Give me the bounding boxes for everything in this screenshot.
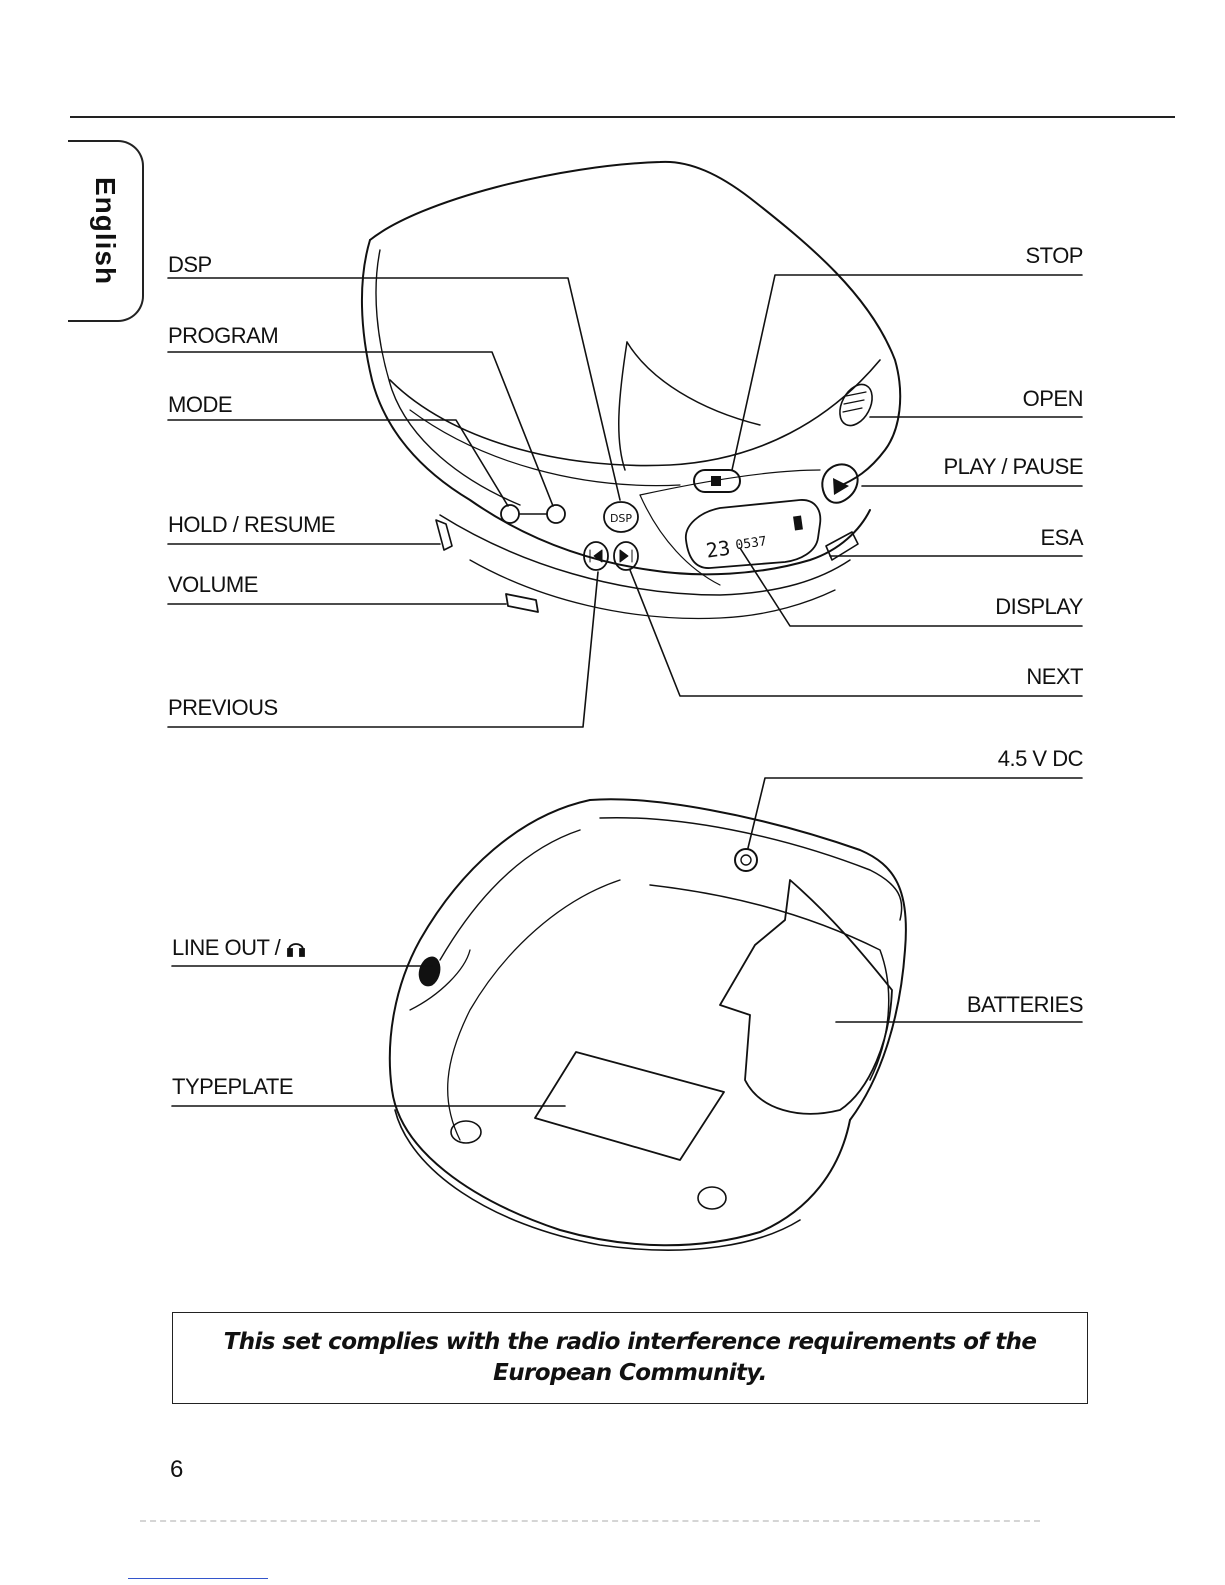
dsp-label: DSP	[168, 252, 212, 277]
svg-text:23: 23	[704, 535, 732, 563]
batteries-label: BATTERIES	[966, 992, 1083, 1017]
play-pause-label: PLAY / PAUSE	[943, 454, 1083, 479]
back-view-player	[390, 799, 906, 1250]
lcd-display	[686, 500, 821, 568]
svg-text:DSP: DSP	[609, 512, 633, 525]
hold-resume-label: HOLD / RESUME	[168, 512, 336, 537]
notice-line-2: European Community.	[493, 1360, 767, 1386]
front-view-player	[362, 162, 900, 619]
previous-label: PREVIOUS	[168, 695, 278, 720]
mode-label: MODE	[168, 392, 232, 417]
notice-line-1: This set complies with the radio interference requirements of the	[223, 1328, 1037, 1355]
front-callout-lines	[168, 275, 1082, 727]
svg-text:0537: 0537	[734, 534, 768, 554]
dsp-button-icon	[604, 502, 638, 532]
line-out-label-text: LINE OUT /	[172, 935, 286, 960]
compliance-notice	[172, 1312, 1088, 1404]
back-callout-lines	[172, 778, 1082, 1106]
headphones-icon	[286, 936, 306, 958]
scan-artifact-underline	[128, 1578, 268, 1579]
program-button	[519, 505, 565, 523]
line-out-label	[172, 936, 306, 959]
program-label: PROGRAM	[168, 323, 279, 348]
typeplate-label: TYPEPLATE	[172, 1074, 294, 1099]
scan-artifact-dashes	[140, 1520, 1040, 1522]
volume-label: VOLUME	[168, 572, 258, 597]
display-label: DISPLAY	[995, 594, 1083, 619]
play-triangle-icon	[822, 464, 857, 502]
page-number: 6	[170, 1456, 184, 1483]
open-label: OPEN	[1022, 386, 1083, 411]
dc-in-label: 4.5 V DC	[997, 746, 1083, 771]
hold-switch	[436, 520, 452, 550]
next-label: NEXT	[1026, 664, 1083, 689]
volume-wheel	[506, 594, 538, 612]
stop-label: STOP	[1025, 243, 1083, 268]
stop-square-icon	[694, 470, 740, 492]
language-tab-label: English	[90, 176, 121, 286]
esa-label: ESA	[1040, 525, 1083, 550]
mode-button	[501, 505, 519, 523]
